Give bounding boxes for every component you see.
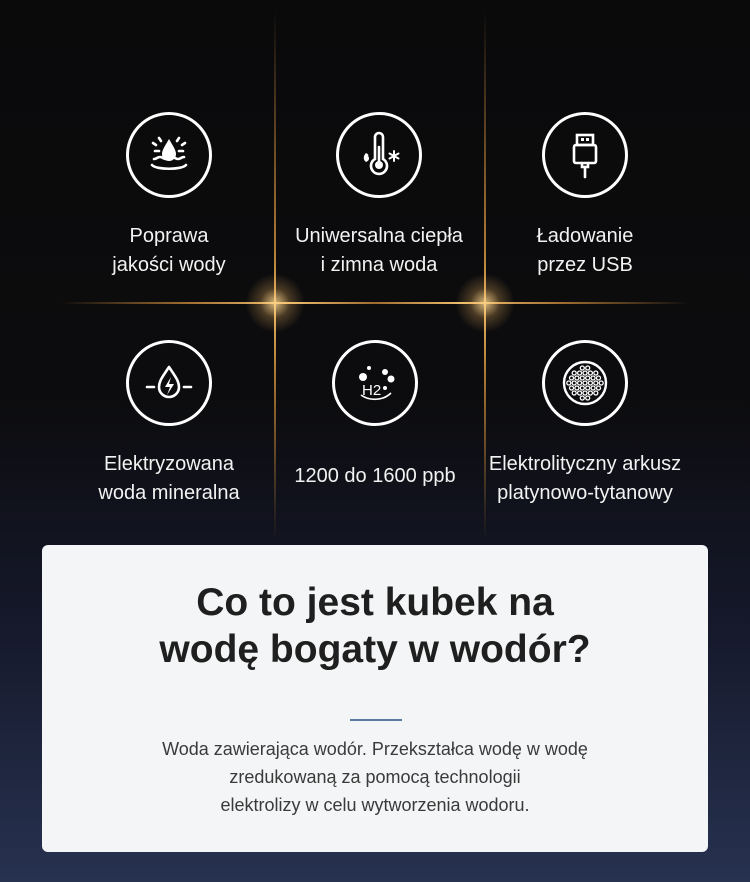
info-title-line: Co to jest kubek na: [196, 581, 554, 624]
sheet-hole: [570, 376, 574, 380]
sheet-hole: [594, 391, 598, 395]
feature-label-line: Uniwersalna ciepła: [295, 225, 463, 247]
feature-label-line: przez USB: [537, 254, 633, 276]
sheet-hole: [580, 386, 584, 390]
feature-hot-cold: [264, 112, 494, 280]
sheet-hole: [572, 391, 576, 395]
sheet-hole: [570, 386, 574, 390]
hydrogen-icon: [332, 340, 418, 426]
feature-label-line: i zimna woda: [320, 254, 438, 276]
sheet-hole: [586, 396, 590, 400]
grid-divider-horizontal: [60, 302, 690, 304]
sheet-hole: [583, 391, 587, 395]
thermometer-icon: [336, 112, 422, 198]
info-description-line: Woda zawierająca wodór. Przekształca wodę w wodę: [162, 739, 588, 759]
feature-label-line: platynowo-tytanowy: [497, 482, 673, 504]
sheet-hole: [575, 376, 579, 380]
feature-hydrogen-ppb: [260, 340, 490, 491]
info-card: [42, 545, 708, 852]
sheet-hole: [578, 391, 582, 395]
sheet-hole: [567, 381, 571, 385]
sheet-hole: [580, 396, 584, 400]
info-description-line: elektrolizy w celu wytworzenia wodoru.: [220, 795, 530, 815]
sheet-hole: [586, 366, 590, 370]
sheet-hole: [583, 371, 587, 375]
sheet-hole: [586, 386, 590, 390]
feature-label-line: Ładowanie: [536, 225, 634, 247]
feature-label-line: 1200 do 1600 ppb: [294, 465, 456, 487]
sheet-hole: [594, 381, 598, 385]
sheet-hole: [588, 381, 592, 385]
feature-label-line: Elektryzowana: [103, 453, 235, 475]
sheet-hole: [588, 391, 592, 395]
sheet-hole: [572, 381, 576, 385]
feature-electrified-water: [54, 340, 284, 508]
sheet-hole: [591, 376, 595, 380]
feature-label-line: jakości wody: [112, 254, 226, 276]
feature-platinum-sheet: [470, 340, 700, 508]
platinum-sheet-icon: [542, 340, 628, 426]
info-description-line: zredukowaną za pomocą technologii: [229, 767, 521, 787]
sheet-hole: [578, 381, 582, 385]
feature-label-line: woda mineralna: [98, 482, 240, 504]
sheet-hole: [591, 386, 595, 390]
sheet-hole: [583, 381, 587, 385]
sheet-hole: [572, 371, 576, 375]
feature-label-line: Elektrolityczny arkusz: [488, 453, 682, 475]
sheet-hole: [586, 376, 590, 380]
sheet-hole: [597, 386, 601, 390]
sheet-hole: [580, 376, 584, 380]
water-drop-icon: [126, 112, 212, 198]
feature-label-line: Poprawa: [129, 225, 209, 247]
sheet-hole: [578, 371, 582, 375]
sheet-hole: [580, 366, 584, 370]
info-divider: [350, 719, 402, 721]
sheet-hole: [597, 376, 601, 380]
grid-glow-left: [245, 273, 305, 333]
feature-water-quality: [54, 112, 284, 280]
hydrogen-icon-text: H2: [362, 382, 382, 399]
feature-usb-charging: [470, 112, 700, 280]
electric-drop-icon: [126, 340, 212, 426]
sheet-hole: [575, 386, 579, 390]
info-description: [42, 735, 708, 819]
sheet-hole: [599, 381, 603, 385]
info-title: [42, 579, 708, 673]
sheet-hole: [594, 371, 598, 375]
usb-icon: [542, 112, 628, 198]
grid-glow-right: [455, 273, 515, 333]
info-title-line: wodę bogaty w wodór?: [159, 628, 591, 671]
sheet-hole: [588, 371, 592, 375]
